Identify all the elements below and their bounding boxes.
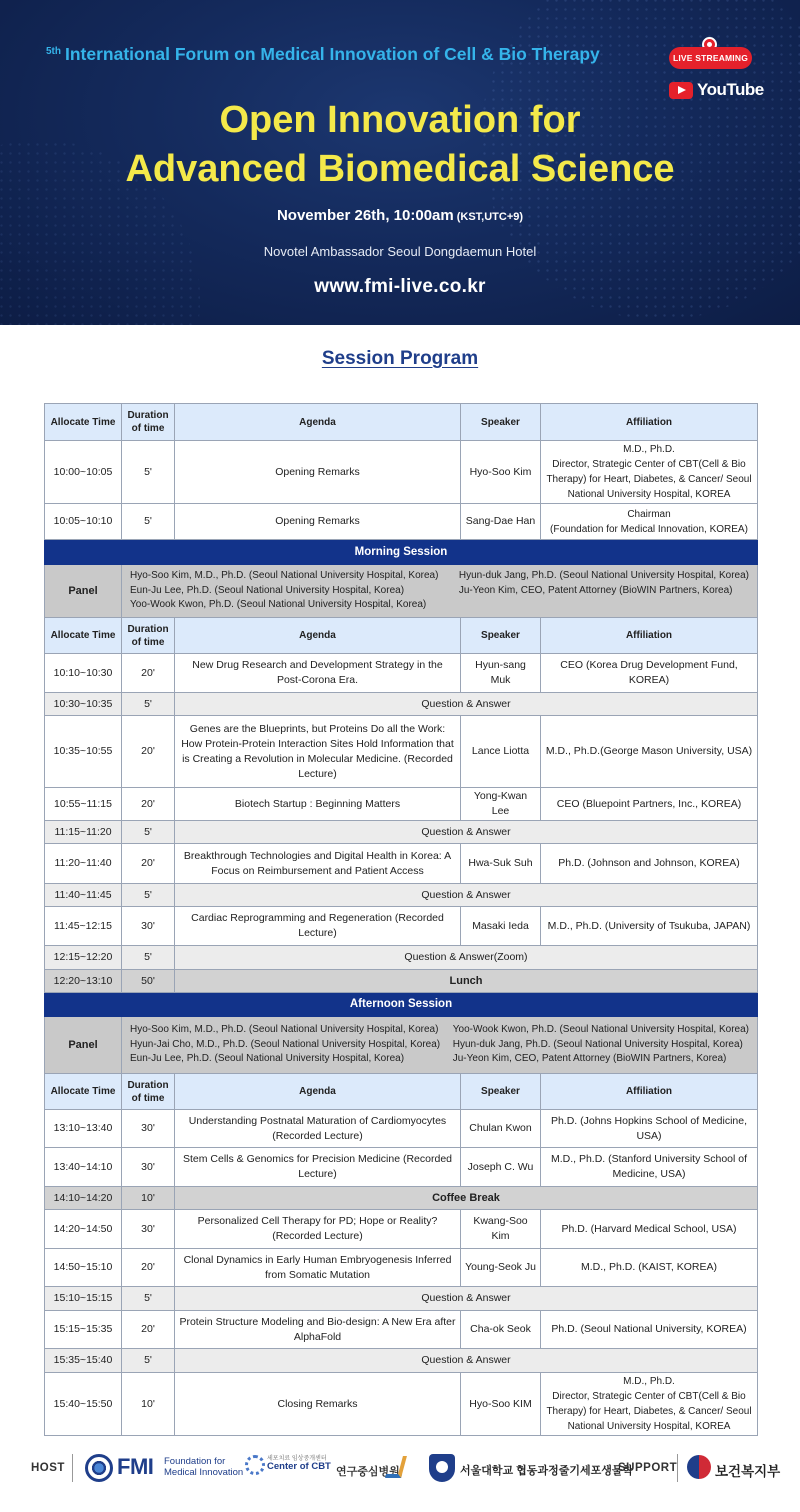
panel-member: Hyo-Soo Kim, M.D., Ph.D. (Seoul National University Hospital, Korea) (130, 1024, 439, 1036)
break-row (45, 1187, 758, 1210)
qa-row (45, 884, 758, 907)
panel-column-left (130, 569, 438, 613)
speaker-cell: Sang-Dae Han (461, 504, 541, 540)
affiliation-line: M.D., Ph.D. (623, 444, 675, 455)
duration-cell: 30' (122, 1210, 175, 1249)
agenda-cell: Genes are the Blueprints, but Proteins Do all the Work: How Protein-Protein Interaction Sites Hold Information that is Creating a Revolution in Molecular Medicine. (Recorded Lecture) (175, 716, 461, 788)
col-header-time: Allocate Time (45, 404, 122, 441)
affiliation-cell: M.D., Ph.D. (University of Tsukuba, JAPAN) (541, 907, 758, 946)
agenda-cell: Breakthrough Technologies and Digital Health in Korea: A Focus on Reimbursement and Patient Access (175, 844, 461, 884)
panel-column-right (453, 1023, 749, 1067)
col-header-affiliation: Affiliation (541, 618, 758, 654)
time-cell: 11:45~12:15 (45, 907, 122, 946)
time-cell: 14:10~14:20 (45, 1187, 122, 1210)
forum-name: International Forum on Medical Innovation of Cell & Bio Therapy (65, 44, 600, 64)
section-label: Afternoon Session (45, 993, 758, 1017)
qa-row (45, 1349, 758, 1373)
time-cell: 15:10~15:15 (45, 1287, 122, 1311)
time-cell: 13:40~14:10 (45, 1148, 122, 1187)
panel-column-right (459, 569, 749, 613)
table-header-row (45, 404, 758, 441)
affiliation-line: Director, Strategic Center of CBT(Cell & Bio (552, 1391, 746, 1402)
panel-member: Hyun-Jai Cho, M.D., Ph.D. (Seoul National University Hospital, Korea) (130, 1038, 441, 1050)
speaker-cell: Chulan Kwon (461, 1110, 541, 1148)
time-cell: 10:10~10:30 (45, 654, 122, 693)
affiliation-line: National University Hospital, KOREA (567, 1421, 731, 1432)
panel-member: Hyun-duk Jang, Ph.D. (Seoul National University Hospital, Korea) (452, 1038, 743, 1050)
col-header-agenda: Agenda (175, 404, 461, 441)
col-header-affiliation: Affiliation (541, 404, 758, 441)
fmi-logo-icon (85, 1454, 113, 1482)
live-streaming-badge[interactable]: LIVE STREAMING (669, 47, 752, 69)
col-header-agenda: Agenda (175, 618, 461, 654)
affiliation-cell: Ph.D. (Johnson and Johnson, KOREA) (541, 844, 758, 884)
qa-row (45, 821, 758, 844)
col-header-time: Allocate Time (45, 1074, 122, 1110)
table-row (45, 844, 758, 884)
agenda-cell: Stem Cells & Genomics for Precision Medicine (Recorded Lecture) (175, 1148, 461, 1187)
program-table (44, 403, 758, 1436)
duration-cell: 5' (122, 1287, 175, 1311)
time-cell: 15:35~15:40 (45, 1349, 122, 1373)
speaker-cell: Young-Seok Ju (461, 1249, 541, 1287)
affiliation-line: M.D., Ph.D. (623, 1376, 675, 1387)
qa-label: Question & Answer (175, 1349, 758, 1373)
duration-cell: 5' (122, 441, 175, 504)
agenda-cell: Biotech Startup : Beginning Matters (175, 788, 461, 821)
table-row (45, 654, 758, 693)
agenda-cell: Clonal Dynamics in Early Human Embryogenesis Inferred from Somatic Mutation (175, 1249, 461, 1287)
col-header-affiliation: Affiliation (541, 1074, 758, 1110)
event-title-line1: Open Innovation for (219, 99, 581, 141)
duration-cell: 20' (122, 844, 175, 884)
table-row (45, 1373, 758, 1436)
footer-divider (677, 1454, 678, 1482)
time-cell: 15:15~15:35 (45, 1311, 122, 1349)
affiliation-cell: M.D., Ph.D.(George Mason University, USA) (541, 716, 758, 788)
duration-cell: 5' (122, 884, 175, 907)
panel-member: Hyun-duk Jang, Ph.D. (Seoul National University Hospital, Korea) (458, 570, 749, 582)
qa-label: Question & Answer (175, 1287, 758, 1311)
duration-cell: 10' (122, 1373, 175, 1436)
speaker-cell: Joseph C. Wu (461, 1148, 541, 1187)
research-hospital-logo-icon (385, 1456, 407, 1478)
agenda-cell: Closing Remarks (175, 1373, 461, 1436)
duration-cell: 30' (122, 1148, 175, 1187)
section-header-morning (45, 540, 758, 565)
col-header-time: Allocate Time (45, 618, 122, 654)
time-cell: 15:40~15:50 (45, 1373, 122, 1436)
event-website-link[interactable]: www.fmi-live.co.kr (314, 276, 486, 297)
section-label: Morning Session (45, 540, 758, 565)
qa-row (45, 693, 758, 716)
event-venue: Novotel Ambassador Seoul Dongdaemun Hotel (263, 244, 537, 259)
col-header-duration: Duration of time (122, 1074, 175, 1110)
duration-cell: 10' (122, 1187, 175, 1210)
break-row (45, 970, 758, 993)
panel-members (122, 565, 758, 618)
snu-emblem-icon (429, 1454, 455, 1482)
speaker-cell: Hyo-Soo KIM (461, 1373, 541, 1436)
time-cell: 11:15~11:20 (45, 821, 122, 844)
qa-label: Question & Answer (175, 884, 758, 907)
panel-member: Eun-Ju Lee, Ph.D. (Seoul National University Hospital, Korea) (130, 1053, 405, 1065)
panel-members (122, 1017, 758, 1074)
time-cell: 10:05~10:10 (45, 504, 122, 540)
speaker-cell: Hwa-Suk Suh (461, 844, 541, 884)
event-title (0, 96, 800, 194)
break-label: Coffee Break (175, 1187, 758, 1210)
table-row (45, 1249, 758, 1287)
duration-cell: 20' (122, 1249, 175, 1287)
duration-cell: 20' (122, 788, 175, 821)
cbt-logo-text: Center of CBT (267, 1461, 331, 1472)
duration-cell: 5' (122, 946, 175, 970)
panel-label: Panel (45, 565, 122, 618)
time-cell: 14:50~15:10 (45, 1249, 122, 1287)
table-row (45, 716, 758, 788)
panel-member: Yoo-Wook Kwon, Ph.D. (Seoul National University Hospital, Korea) (130, 599, 427, 611)
col-header-speaker: Speaker (461, 1074, 541, 1110)
agenda-cell: Personalized Cell Therapy for PD; Hope or Reality? (Recorded Lecture) (175, 1210, 461, 1249)
time-cell: 13:10~13:40 (45, 1110, 122, 1148)
table-row (45, 907, 758, 946)
col-header-speaker: Speaker (461, 618, 541, 654)
duration-cell: 20' (122, 654, 175, 693)
time-cell: 12:15~12:20 (45, 946, 122, 970)
time-cell: 10:35~10:55 (45, 716, 122, 788)
duration-cell: 20' (122, 716, 175, 788)
section-header-afternoon (45, 993, 758, 1017)
affiliation-cell: M.D., Ph.D. (Stanford University School of Medicine, USA) (541, 1148, 758, 1187)
panel-member: Eun-Ju Lee, Ph.D. (Seoul National University Hospital, Korea) (130, 584, 405, 596)
header-banner (0, 0, 800, 325)
duration-cell: 5' (122, 1349, 175, 1373)
session-program-title: Session Program (321, 348, 479, 369)
affiliation-cell: CEO (Korea Drug Development Fund, KOREA) (541, 654, 758, 693)
affiliation-line: Director, Strategic Center of CBT(Cell & Bio (552, 459, 746, 470)
panel-member: Ju-Yeon Kim, CEO, Patent Attorney (BioWIN Partners, Korea) (452, 1053, 727, 1065)
speaker-cell: Masaki Ieda (461, 907, 541, 946)
affiliation-cell: M.D., Ph.D. (KAIST, KOREA) (541, 1249, 758, 1287)
research-hospital-logo-text: 연구중심병원 (336, 1466, 400, 1478)
qa-row (45, 1287, 758, 1311)
panel-column-left (130, 1023, 440, 1067)
affiliation-cell: Ph.D. (Johns Hopkins School of Medicine, USA) (541, 1110, 758, 1148)
affiliation-line: Therapy) for Heart, Diabetes, & Cancer/ Seoul (546, 1406, 752, 1417)
affiliation-cell: Ph.D. (Harvard Medical School, USA) (541, 1210, 758, 1249)
table-header-row (45, 618, 758, 654)
speaker-cell: Cha-ok Seok (461, 1311, 541, 1349)
affiliation-cell: CEO (Bluepoint Partners, Inc., KOREA) (541, 788, 758, 821)
time-cell: 14:20~14:50 (45, 1210, 122, 1249)
support-label: SUPPORT (618, 1462, 678, 1474)
event-date-text: November 26th, 10:00am (276, 207, 454, 224)
col-header-speaker: Speaker (461, 404, 541, 441)
qa-label: Question & Answer(Zoom) (175, 946, 758, 970)
speaker-cell: Hyun-sang Muk (461, 654, 541, 693)
footer-divider (72, 1454, 73, 1482)
speaker-cell: Kwang-Soo Kim (461, 1210, 541, 1249)
mohw-emblem-icon (687, 1455, 711, 1479)
col-header-agenda: Agenda (175, 1074, 461, 1110)
qa-row (45, 946, 758, 970)
table-header-row (45, 1074, 758, 1110)
agenda-cell: Understanding Postnatal Maturation of Cardiomyocytes (Recorded Lecture) (175, 1110, 461, 1148)
speaker-cell: Lance Liotta (461, 716, 541, 788)
event-timezone: (KST,UTC+9) (456, 211, 524, 223)
event-date (0, 207, 800, 224)
affiliation-cell: Ph.D. (Seoul National University, KOREA) (541, 1311, 758, 1349)
time-cell: 10:00~10:05 (45, 441, 122, 504)
event-title-line2: Advanced Biomedical Science (125, 148, 675, 190)
time-cell: 10:30~10:35 (45, 693, 122, 716)
affiliation-cell (541, 1373, 758, 1436)
table-row (45, 441, 758, 504)
time-cell: 10:55~11:15 (45, 788, 122, 821)
affiliation-line: Therapy) for Heart, Diabetes, & Cancer/ Seoul (546, 474, 752, 485)
table-row (45, 1210, 758, 1249)
duration-cell: 30' (122, 1110, 175, 1148)
duration-cell: 50' (122, 970, 175, 993)
affiliation-line: Chairman (627, 508, 671, 520)
panel-row-morning (45, 565, 758, 618)
duration-cell: 5' (122, 693, 175, 716)
speaker-cell: Yong-Kwan Lee (461, 788, 541, 821)
col-header-duration: Duration of time (122, 404, 175, 441)
time-cell: 11:40~11:45 (45, 884, 122, 907)
agenda-cell: Opening Remarks (175, 504, 461, 540)
affiliation-cell (541, 504, 758, 540)
fmi-full-name (164, 1456, 243, 1478)
table-row (45, 1311, 758, 1349)
fmi-name-line2: Medical Innovation (164, 1467, 244, 1478)
duration-cell: 20' (122, 1311, 175, 1349)
qa-label: Question & Answer (175, 693, 758, 716)
sponsor-footer (0, 1445, 800, 1490)
panel-label: Panel (45, 1017, 122, 1074)
fmi-name-line1: Foundation for (164, 1456, 226, 1467)
panel-member: Ju-Yeon Kim, CEO, Patent Attorney (BioWIN Partners, Korea) (458, 584, 733, 596)
cbt-logo-icon (245, 1455, 265, 1475)
panel-row-afternoon (45, 1017, 758, 1074)
speaker-cell: Hyo-Soo Kim (461, 441, 541, 504)
qa-label: Question & Answer (175, 821, 758, 844)
table-row (45, 788, 758, 821)
mohw-logo-text: 보건복지부 (715, 1464, 781, 1479)
agenda-cell: Cardiac Reprogramming and Regeneration (Recorded Lecture) (175, 907, 461, 946)
forum-title (46, 44, 600, 65)
col-header-duration: Duration of time (122, 618, 175, 654)
time-cell: 11:20~11:40 (45, 844, 122, 884)
panel-member: Yoo-Wook Kwon, Ph.D. (Seoul National University Hospital, Korea) (452, 1024, 749, 1036)
host-label: HOST (31, 1462, 65, 1474)
duration-cell: 5' (122, 821, 175, 844)
affiliation-cell (541, 441, 758, 504)
fmi-logo-text: FMI (117, 1454, 154, 1479)
panel-member: Hyo-Soo Kim, M.D., Ph.D. (Seoul National University Hospital, Korea) (130, 570, 439, 582)
agenda-cell: New Drug Research and Development Strategy in the Post-Corona Era. (175, 654, 461, 693)
table-row (45, 1110, 758, 1148)
cbt-korean-name: 세포치료 임상중개센터 (267, 1456, 327, 1462)
affiliation-line: (Foundation for Medical Innovation, KOREA) (550, 523, 748, 535)
snu-logo-text: 서울대학교 협동과정줄기세포생물학 (460, 1465, 634, 1477)
forum-ordinal: 5th (46, 46, 61, 57)
table-row (45, 504, 758, 540)
affiliation-line: National University Hospital, KOREA (567, 489, 731, 500)
agenda-cell: Opening Remarks (175, 441, 461, 504)
table-row (45, 1148, 758, 1187)
time-cell: 12:20~13:10 (45, 970, 122, 993)
youtube-label: YouTube (697, 80, 764, 99)
agenda-cell: Protein Structure Modeling and Bio-design: A New Era after AlphaFold (175, 1311, 461, 1349)
break-label: Lunch (175, 970, 758, 993)
duration-cell: 5' (122, 504, 175, 540)
duration-cell: 30' (122, 907, 175, 946)
